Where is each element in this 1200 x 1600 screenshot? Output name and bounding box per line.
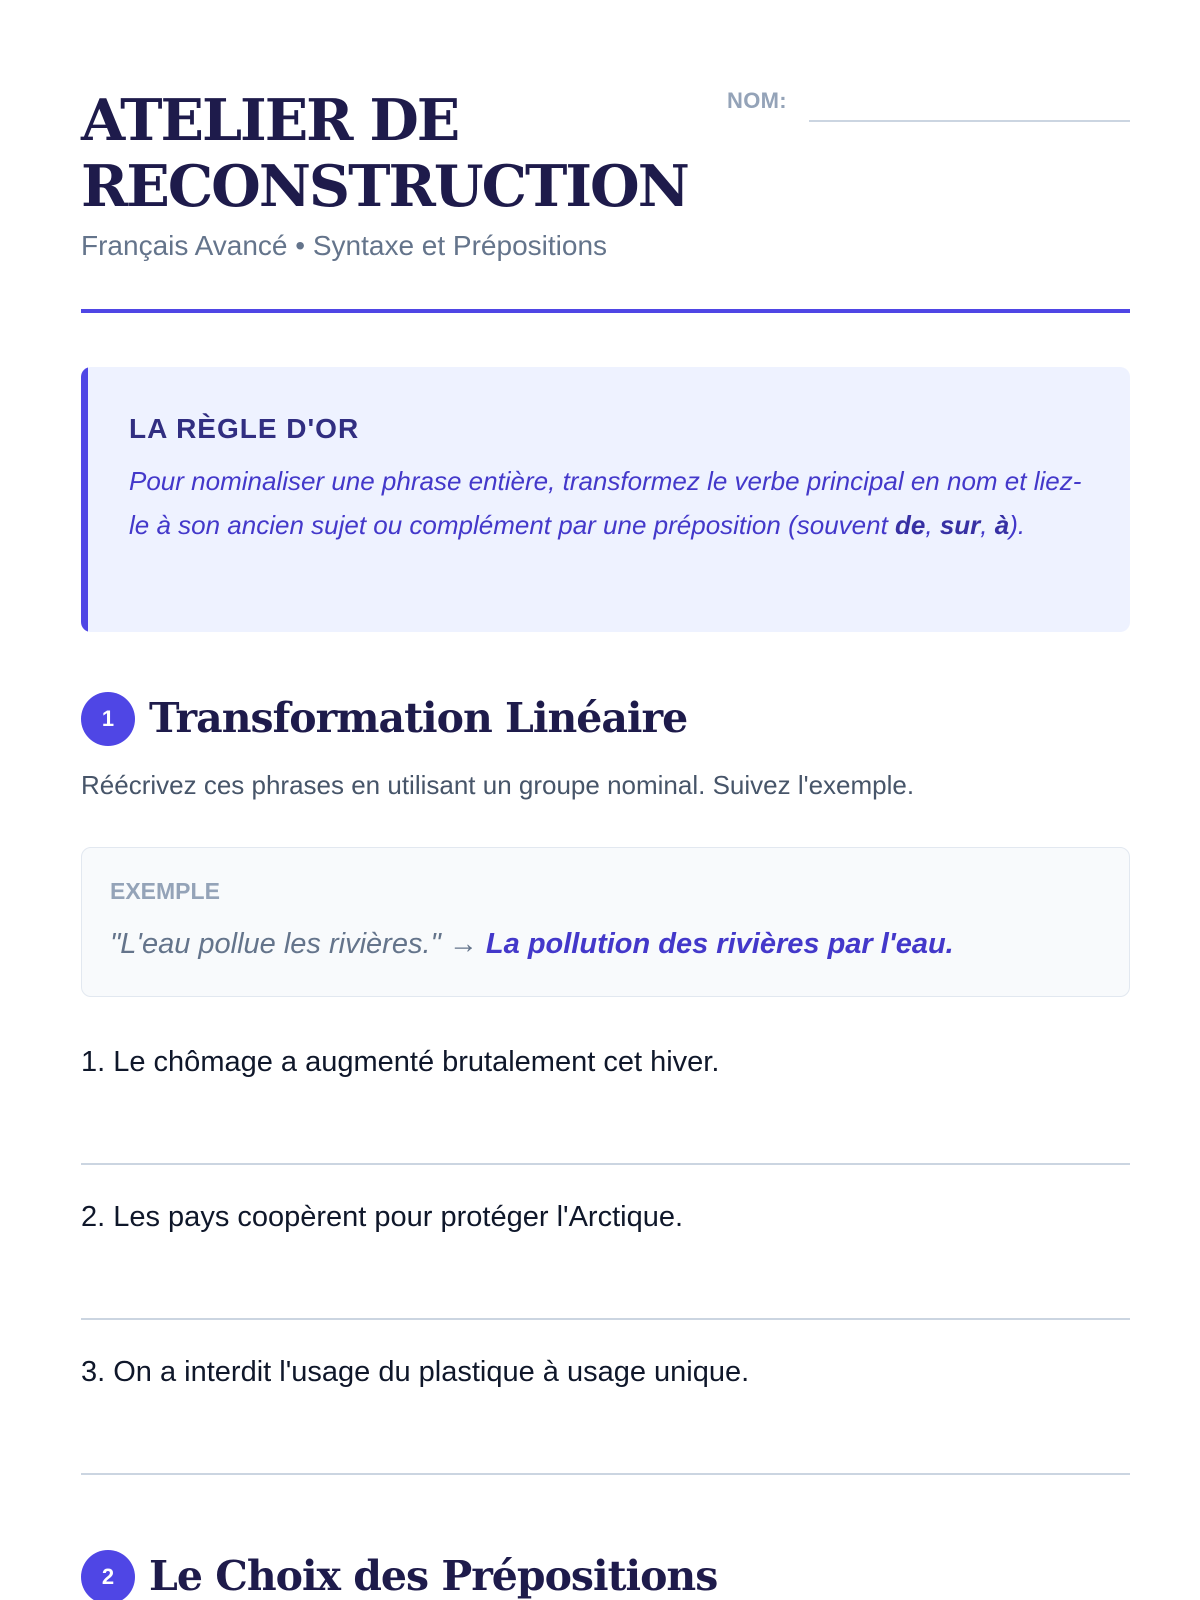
answer-line[interactable] xyxy=(81,1163,1130,1165)
section-number-badge: 1 xyxy=(81,692,135,746)
exercise-prompt: 2. Les pays coopèrent pour protéger l'Arctique. xyxy=(81,1201,684,1233)
page-title: ATELIER DE RECONSTRUCTION xyxy=(81,87,688,220)
worksheet-page xyxy=(81,0,1130,1600)
exercise-prompt: 3. On a interdit l'usage du plastique à usage unique. xyxy=(81,1356,750,1388)
rule-separator: , xyxy=(980,510,995,540)
name-input-line[interactable] xyxy=(809,120,1130,122)
exercise-item xyxy=(81,1356,1130,1476)
name-field[interactable] xyxy=(727,88,1130,122)
page-subtitle: Français Avancé • Syntaxe et Prépositions xyxy=(81,230,608,261)
section-1-heading xyxy=(81,690,1130,746)
rule-preposition-a: à xyxy=(994,510,1010,540)
example-source: "L'eau pollue les rivières." xyxy=(110,928,441,960)
rule-text-end: ). xyxy=(1009,510,1026,540)
example-label: EXEMPLE xyxy=(110,878,220,904)
answer-line[interactable] xyxy=(81,1318,1130,1320)
rule-separator: , xyxy=(925,510,940,540)
answer-line[interactable] xyxy=(81,1473,1130,1475)
section-number-badge: 2 xyxy=(81,1550,135,1600)
example-line xyxy=(110,928,1110,961)
rule-text xyxy=(129,459,1089,547)
rule-title: LA RÈGLE D'OR xyxy=(129,413,360,444)
example-answer: La pollution des rivières par l'eau. xyxy=(485,928,954,960)
exercise-item xyxy=(81,1046,1130,1166)
name-label: NOM: xyxy=(727,88,787,113)
exercise-item xyxy=(81,1201,1130,1321)
rule-preposition-de: de xyxy=(895,510,926,540)
header-divider xyxy=(81,309,1130,313)
section-title: Le Choix des Prépositions xyxy=(149,1552,718,1600)
section-1-instructions: Réécrivez ces phrases en utilisant un groupe nominal. Suivez l'exemple. xyxy=(81,770,915,800)
example-box xyxy=(81,847,1130,997)
rule-text-main: Pour nominaliser une phrase entière, transformez le verbe principal en nom et liez-le à son ancien sujet ou complément par une préposition (souvent xyxy=(129,466,1082,540)
section-2-heading xyxy=(81,1548,1130,1600)
golden-rule-box xyxy=(81,367,1130,632)
rule-accent-bar xyxy=(81,367,88,632)
section-title: Transformation Linéaire xyxy=(149,694,688,742)
arrow-icon: → xyxy=(440,928,486,960)
worksheet-header xyxy=(81,88,1130,313)
exercise-prompt: 1. Le chômage a augmenté brutalement cet hiver. xyxy=(81,1046,720,1078)
rule-preposition-sur: sur xyxy=(939,510,981,540)
